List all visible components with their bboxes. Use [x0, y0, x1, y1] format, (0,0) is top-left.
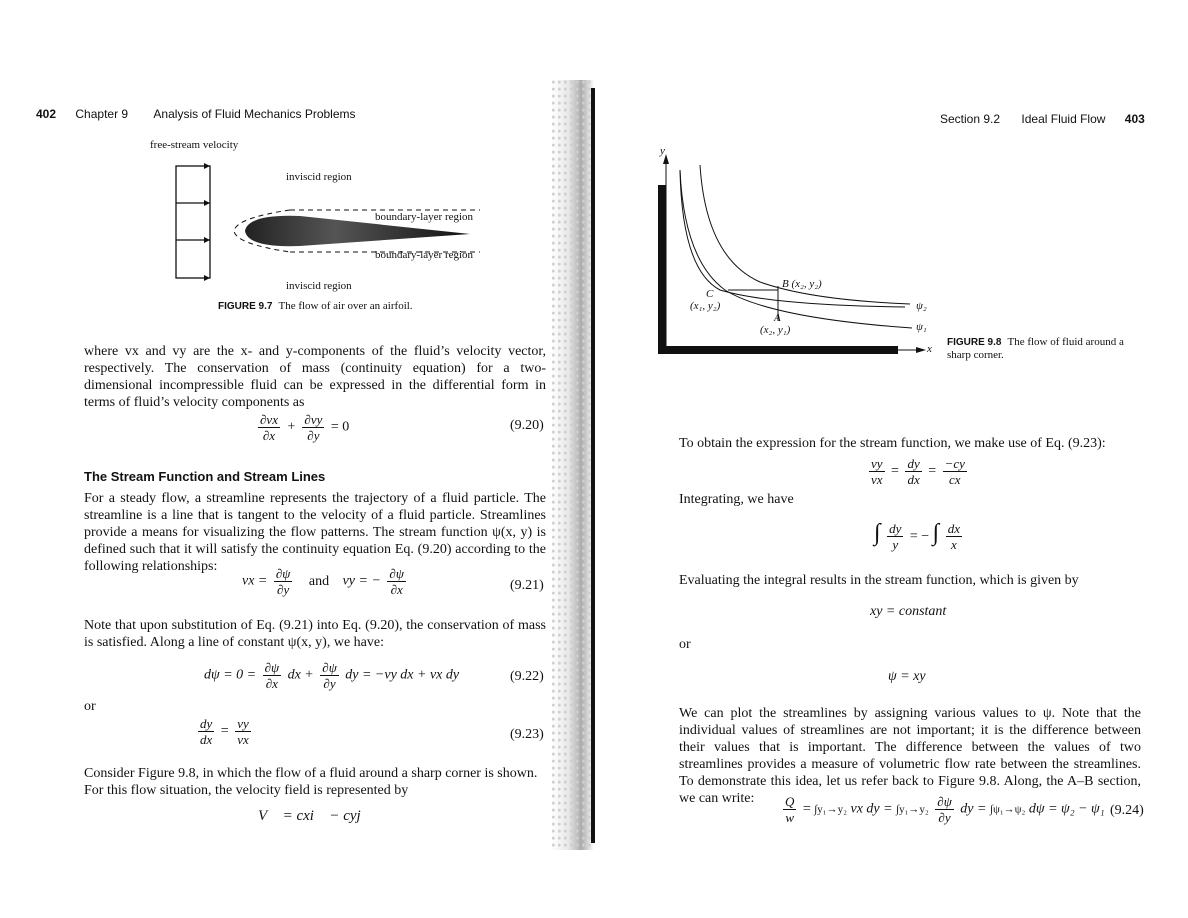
equation-9-20: [255, 412, 349, 443]
figure-9-8-caption: [947, 336, 1127, 362]
eq923-eq: =: [220, 723, 229, 739]
eq920-t2-num: ∂vy: [304, 412, 323, 427]
caption-text: The flow of air over an airfoil.: [278, 300, 413, 312]
label-free-stream: free-stream velocity: [150, 139, 239, 151]
eq922-f2-den: ∂y: [323, 676, 336, 691]
eq924-integral2: ∫y₁→y₂: [896, 803, 929, 816]
equation-stream-a: [866, 456, 970, 487]
eq924-term3: dψ = ψ₂ − ψ₁: [1028, 801, 1105, 817]
label-inviscid-top: inviscid region: [286, 171, 352, 183]
eq921-and: and: [308, 573, 330, 589]
left-paragraph-2: For a steady flow, a streamline represents the trajectory of a fluid particle. The streamline is a line that is tangent to the velocity of a fluid particle. Streamlines provide a means for visualizing the flow patterns. The stream function ψ(x, y) is defined such that it will satisfy the continuity equation Eq. (9.20) according to the following relationships:: [84, 491, 546, 574]
eq920-plus: +: [286, 419, 296, 435]
label-psi1: ψ₁: [916, 321, 927, 333]
eq920-t2-den: ∂y: [307, 428, 320, 443]
figure-9-7: [150, 138, 520, 318]
eq922-mid2: dy = −vy dx + vx dy: [345, 667, 460, 683]
right-header: [940, 112, 1145, 126]
eqb-f1-num: dy: [889, 521, 902, 537]
figure-9-7-caption: [218, 300, 413, 312]
eq924-term1: vx dy =: [850, 801, 893, 817]
caption-label: FIGURE 9.7: [218, 301, 273, 312]
equation-stream-c: xy = constant: [870, 604, 947, 619]
eq921-lhs2: vy = −: [342, 573, 381, 589]
eqb-integral1: ∫: [874, 520, 881, 546]
right-section: Section 9.2: [940, 112, 1001, 126]
eq924-integral3: ∫ψ₁→ψ₂: [989, 803, 1026, 816]
eqa-f2-den: dx: [907, 472, 920, 487]
right-paragraph-1: To obtain the expression for the stream function, we make use of Eq. (9.23):: [679, 436, 1106, 451]
eqb-integral2: ∫: [932, 520, 940, 546]
left-paragraph-1: where vx and vy are the x- and y-components of the fluid’s velocity vector, respectively. The conservation of mass (continuity equation) for a two-dimensional incompressible fluid can be expressed in the differential form in terms of fluid’s velocity components as: [84, 344, 546, 410]
eq923-f2-den: vx: [237, 732, 249, 747]
label-boundary-layer-bottom: boundary-layer region: [375, 249, 474, 261]
right-page-number: 403: [1124, 112, 1145, 126]
corner-flow-diagram: [650, 140, 950, 370]
eq-number-9-21: (9.21): [510, 578, 544, 593]
eq923-f1-num: dy: [200, 716, 213, 731]
figure-9-8: [650, 140, 1130, 370]
eqb-eq: = −: [909, 529, 930, 544]
eqa-f2-num: dy: [907, 456, 920, 471]
eq-number-9-22: (9.22): [510, 669, 544, 684]
eq-number-9-23: (9.23): [510, 727, 544, 742]
left-header: [36, 107, 356, 121]
eq921-f2-num: ∂ψ: [389, 566, 404, 581]
left-chapter: Chapter 9: [75, 107, 129, 121]
eq922-f2-num: ∂ψ: [322, 660, 337, 675]
eq924-f-num: ∂ψ: [937, 794, 952, 809]
book-gutter: [552, 80, 594, 850]
axis-label-y: y: [660, 145, 665, 157]
eq921-f1-den: ∂y: [277, 582, 290, 597]
equation-9-22: [204, 660, 459, 691]
eqb-f1-den: y: [892, 537, 899, 553]
caption-label: FIGURE 9.8: [947, 337, 1002, 348]
equation-stream-b: [874, 520, 965, 552]
right-header-title: Ideal Fluid Flow: [1021, 112, 1106, 126]
left-paragraph-3: Note that upon substitution of Eq. (9.21) into Eq. (9.20), the conservation of mass is satisfied. Along a line of constant ψ(x, y), we have:: [84, 618, 546, 650]
eq-number-9-20: (9.20): [510, 418, 544, 433]
caption-text: The flow of fluid around a sharp corner.: [947, 336, 1124, 361]
eq924-integral1: ∫y₁→y₂: [814, 803, 847, 816]
label-point-a: A: [774, 312, 781, 324]
or-right: or: [679, 637, 691, 652]
eq920-t1-num: ∂vx: [260, 412, 278, 427]
eqb-f2-num: dx: [947, 521, 961, 537]
eq923-f2-num: vy: [237, 716, 249, 731]
eq-number-9-24: (9.24): [1110, 803, 1144, 818]
equation-9-24: [780, 794, 1105, 825]
eq924-f-den: ∂y: [938, 810, 951, 825]
or-left: or: [84, 699, 96, 714]
eq921-f2-den: ∂x: [390, 582, 403, 597]
eq921-lhs1: vx =: [242, 573, 268, 589]
equation-stream-d: ψ = xy: [888, 669, 926, 684]
eq923-f1-den: dx: [200, 732, 213, 747]
eq922-f1-den: ∂x: [265, 676, 278, 691]
eqa-f1-num: vy: [871, 456, 883, 471]
label-point-c: C: [706, 288, 714, 300]
section-heading: The Stream Function and Stream Lines: [84, 469, 326, 484]
eq920-rhs: = 0: [330, 419, 350, 435]
right-paragraph-2: Evaluating the integral results in the stream function, which is given by: [679, 573, 1079, 588]
integrating-text: Integrating, we have: [679, 492, 794, 507]
eqb-f2-den: x: [950, 537, 957, 553]
left-paragraph-4: Consider Figure 9.8, in which the flow of a fluid around a sharp corner is shown. For this flow situation, the velocity field is represented by: [84, 766, 538, 798]
eqa-f1-den: vx: [871, 472, 883, 487]
eq922-lhs: dψ = 0 =: [204, 667, 257, 683]
eq924-w: w: [785, 810, 795, 825]
eq924-eq: =: [802, 801, 811, 817]
left-page-number: 402: [36, 107, 57, 121]
label-point-a-coord: (x₂, y₁): [760, 324, 791, 336]
equation-9-23: [195, 716, 254, 747]
label-point-b: B (x₂, y₂): [782, 278, 822, 290]
label-inviscid-bottom: inviscid region: [286, 280, 352, 292]
eq924-q: Q: [785, 794, 795, 809]
eq924-term2: dy =: [960, 801, 987, 817]
eq922-f1-num: ∂ψ: [264, 660, 280, 675]
eq922-mid1: dx +: [287, 667, 314, 683]
eqa-eq2: =: [928, 463, 937, 479]
right-paragraph-3: We can plot the streamlines by assigning various values to ψ. Note that the individual values of streamlines are not important; it is the difference between their values that is important. The difference between the values of two streamlines provides a measure of volumetric flow rate between the streamlines. To demonstrate this idea, let us refer back to Figure 9.8. Along, the A–B section, we can write:: [679, 706, 1141, 806]
eqa-f3-den: cx: [949, 472, 961, 487]
eqa-f3-num: −cy: [944, 456, 965, 471]
book-spine: [591, 88, 595, 843]
label-psi2: ψ₂: [916, 300, 927, 312]
eq920-t1-den: ∂x: [262, 428, 276, 443]
label-boundary-layer-top: boundary-layer region: [375, 211, 474, 223]
eq921-f1-num: ∂ψ: [275, 566, 291, 581]
equation-9-21: [242, 566, 409, 597]
label-point-c-coord: (x₁, y₂): [690, 300, 721, 312]
axis-label-x: x: [927, 343, 932, 355]
left-header-title: Analysis of Fluid Mechanics Problems: [153, 107, 356, 121]
eqa-eq1: =: [891, 463, 899, 479]
velocity-field-equation: V⃗ = cxi⃗ − cyj⃗: [258, 808, 373, 824]
